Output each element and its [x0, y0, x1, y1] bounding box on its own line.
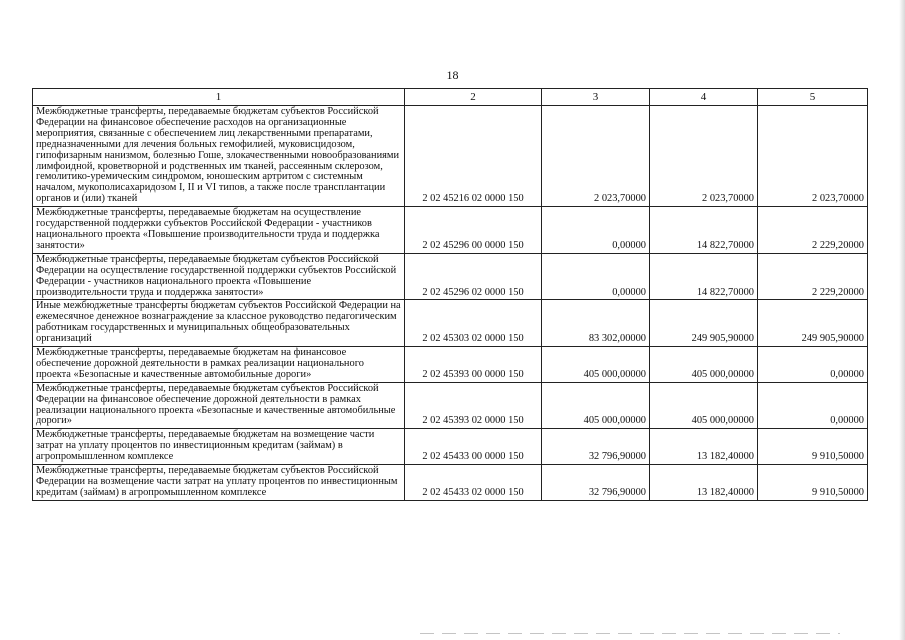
row-value-col3: 405 000,00000	[542, 347, 650, 383]
row-value-col4: 13 182,40000	[650, 429, 758, 465]
column-header-2: 2	[405, 89, 542, 106]
scan-noise-line	[420, 633, 840, 634]
table-row	[33, 106, 868, 207]
row-value-col5: 0,00000	[758, 347, 868, 383]
row-description: Межбюджетные трансферты, передаваемые бюджетам на финансовое обеспечение дорожной деятельности в рамках реализации национального проекта «Безопасные и качественные автомобильные дороги»	[33, 347, 405, 383]
table-row	[33, 465, 868, 501]
row-value-col5: 0,00000	[758, 382, 868, 429]
row-value-col3: 32 796,90000	[542, 429, 650, 465]
row-budget-code: 2 02 45393 02 0000 150	[405, 382, 542, 429]
row-budget-code: 2 02 45393 00 0000 150	[405, 347, 542, 383]
row-value-col3: 83 302,00000	[542, 300, 650, 347]
table-row	[33, 347, 868, 383]
row-value-col4: 2 023,70000	[650, 106, 758, 207]
row-budget-code: 2 02 45433 00 0000 150	[405, 429, 542, 465]
row-value-col3: 32 796,90000	[542, 465, 650, 501]
row-budget-code: 2 02 45216 02 0000 150	[405, 106, 542, 207]
column-header-3: 3	[542, 89, 650, 106]
row-description: Межбюджетные трансферты, передаваемые бюджетам субъектов Российской Федерации на возмещение части затрат на уплату процентов по инвестиционным кредитам (займам) в агропромышленном комплексе	[33, 465, 405, 501]
row-value-col4: 405 000,00000	[650, 382, 758, 429]
row-value-col5: 9 910,50000	[758, 429, 868, 465]
row-value-col3: 0,00000	[542, 207, 650, 254]
row-budget-code: 2 02 45296 02 0000 150	[405, 253, 542, 300]
row-value-col4: 13 182,40000	[650, 465, 758, 501]
header-row	[33, 89, 868, 106]
page-number: 18	[446, 68, 459, 82]
row-value-col5: 2 229,20000	[758, 207, 868, 254]
table-row	[33, 382, 868, 429]
budget-table	[32, 88, 868, 501]
row-budget-code: 2 02 45433 02 0000 150	[405, 465, 542, 501]
row-value-col5: 2 023,70000	[758, 106, 868, 207]
column-header-4: 4	[650, 89, 758, 106]
row-value-col5: 249 905,90000	[758, 300, 868, 347]
row-value-col3: 2 023,70000	[542, 106, 650, 207]
row-value-col4: 249 905,90000	[650, 300, 758, 347]
row-description: Межбюджетные трансферты, передаваемые бюджетам на осуществление государственной поддержки субъектов Российской Федерации - участников национального проекта «Повышение производительности труда и поддержка занятости»	[33, 207, 405, 254]
row-description: Межбюджетные трансферты, передаваемые бюджетам субъектов Российской Федерации на финансовое обеспечение дорожной деятельности в рамках реализации национального проекта «Безопасные и качественные автомобильные дороги»	[33, 382, 405, 429]
column-header-5: 5	[758, 89, 868, 106]
row-description: Иные межбюджетные трансферты бюджетам субъектов Российской Федерации на ежемесячное денежное вознаграждение за классное руководство педагогическим работникам государственных и муниципальных общеобразовательных организаций	[33, 300, 405, 347]
table-row	[33, 253, 868, 300]
row-budget-code: 2 02 45303 02 0000 150	[405, 300, 542, 347]
row-description: Межбюджетные трансферты, передаваемые бюджетам субъектов Российской Федерации на осуществление государственной поддержки субъектов Российской Федерации - участников национального проекта «Повышение производительности труда и поддержка занятости»	[33, 253, 405, 300]
row-value-col3: 405 000,00000	[542, 382, 650, 429]
table-row	[33, 300, 868, 347]
row-value-col4: 405 000,00000	[650, 347, 758, 383]
row-description: Межбюджетные трансферты, передаваемые бюджетам на возмещение части затрат на уплату процентов по инвестиционным кредитам (займам) в агропромышленном комплексе	[33, 429, 405, 465]
row-value-col5: 2 229,20000	[758, 253, 868, 300]
table-row	[33, 207, 868, 254]
row-value-col4: 14 822,70000	[650, 207, 758, 254]
column-header-1: 1	[33, 89, 405, 106]
row-description: Межбюджетные трансферты, передаваемые бюджетам субъектов Российской Федерации на финансовое обеспечение расходов на организационные мероприятия, связанные с обеспечением лиц лекарственными препаратами, предназначенными для лечения больных гемофилией, муковисцидозом, гипофизарным нанизмом, болезнью Гоше, злокачественными новообразованиями лимфоидной, кроветворной и родственных им тканей, рассеянным склерозом, гемолитико-уремическим синдромом, юношеским артритом с системным началом, мукополисахаридозом I, II и VI типов, а также после трансплантации органов и (или) тканей	[33, 106, 405, 207]
row-budget-code: 2 02 45296 00 0000 150	[405, 207, 542, 254]
row-value-col4: 14 822,70000	[650, 253, 758, 300]
row-value-col3: 0,00000	[542, 253, 650, 300]
table-row	[33, 429, 868, 465]
scan-edge-shadow	[899, 0, 905, 640]
row-value-col5: 9 910,50000	[758, 465, 868, 501]
